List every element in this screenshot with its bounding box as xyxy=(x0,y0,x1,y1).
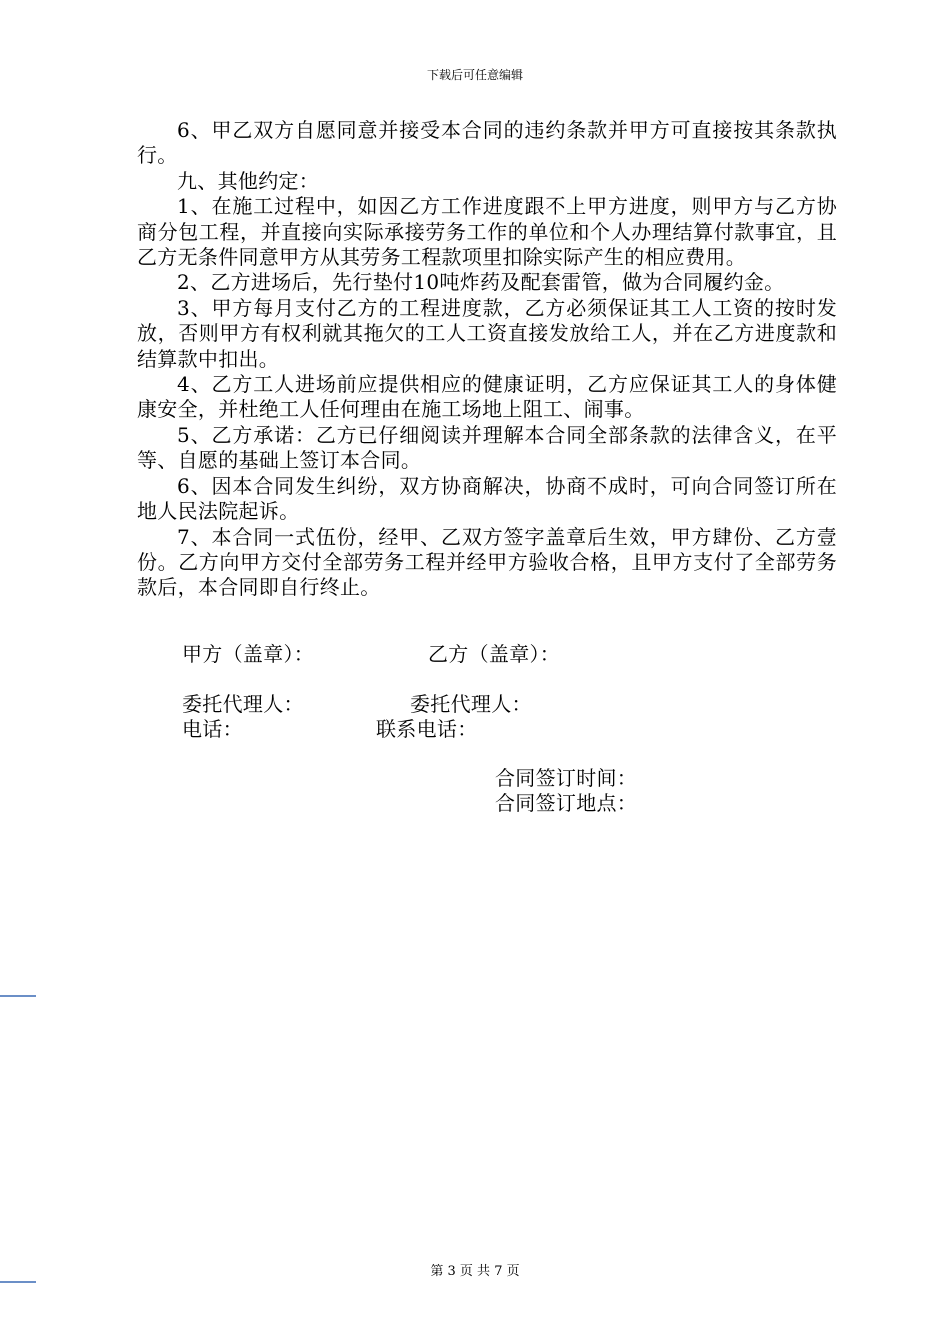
party-b-phone-label: 联系电话： xyxy=(376,717,478,741)
clause-9-3: 3、甲方每月支付乙方的工程进度款，乙方必须保证其工人工资的按时发放，否则甲方有权利就其拖欠的工人工资直接发放给工人，并在乙方进度款和结算款中扣出。 xyxy=(137,295,837,371)
party-a-agent-label: 委托代理人： xyxy=(182,692,304,716)
clause-9-6: 6、因本合同发生纠纷，双方协商解决，协商不成时，可向合同签订所在地人民法院起诉。 xyxy=(137,473,837,524)
party-b-seal-label: 乙方（盖章）： xyxy=(428,642,561,666)
contract-body xyxy=(137,118,837,601)
party-a-phone-label: 电话： xyxy=(182,717,243,741)
margin-mark-lower xyxy=(0,1281,36,1283)
clause-8-6: 6、甲乙双方自愿同意并接受本合同的违约条款并甲方可直接按其条款执行。 xyxy=(137,118,837,168)
party-a-seal-label: 甲方（盖章）： xyxy=(182,642,315,666)
page-header: 下载后可任意编辑 xyxy=(426,68,523,82)
section-9-heading: 九、其他约定： xyxy=(177,168,320,193)
clause-9-2: 2、乙方进场后，先行垫付10吨炸药及配套雷管，做为合同履约金。 xyxy=(177,270,785,295)
clause-9-4: 4、乙方工人进场前应提供相应的健康证明，乙方应保证其工人的身体健康安全，并杜绝工人任何理由在施工场地上阻工、闹事。 xyxy=(137,372,837,422)
sign-place-label: 合同签订地点： xyxy=(495,791,638,815)
clause-9-5: 5、乙方承诺：乙方已仔细阅读并理解本合同全部条款的法律含义，在平等、自愿的基础上签订本合同。 xyxy=(137,422,837,473)
margin-mark-upper xyxy=(0,995,36,997)
clause-9-1: 1、在施工过程中，如因乙方工作进度跟不上甲方进度，则甲方与乙方协商分包工程，并直接向实际承接劳务工作的单位和个人办理结算付款事宜，且乙方无条件同意甲方从其劳务工程款项里扣除实际产生的相应费用。 xyxy=(137,194,837,270)
page-footer: 第 3 页 共 7 页 xyxy=(430,1264,520,1279)
sign-time-label: 合同签订时间： xyxy=(495,766,638,790)
party-b-agent-label: 委托代理人： xyxy=(410,692,532,716)
clause-9-7: 7、本合同一式伍份，经甲、乙双方签字盖章后生效，甲方肆份、乙方壹份。乙方向甲方交付全部劳务工程并经甲方验收合格，且甲方支付了全部劳务款后，本合同即自行终止。 xyxy=(137,524,837,600)
